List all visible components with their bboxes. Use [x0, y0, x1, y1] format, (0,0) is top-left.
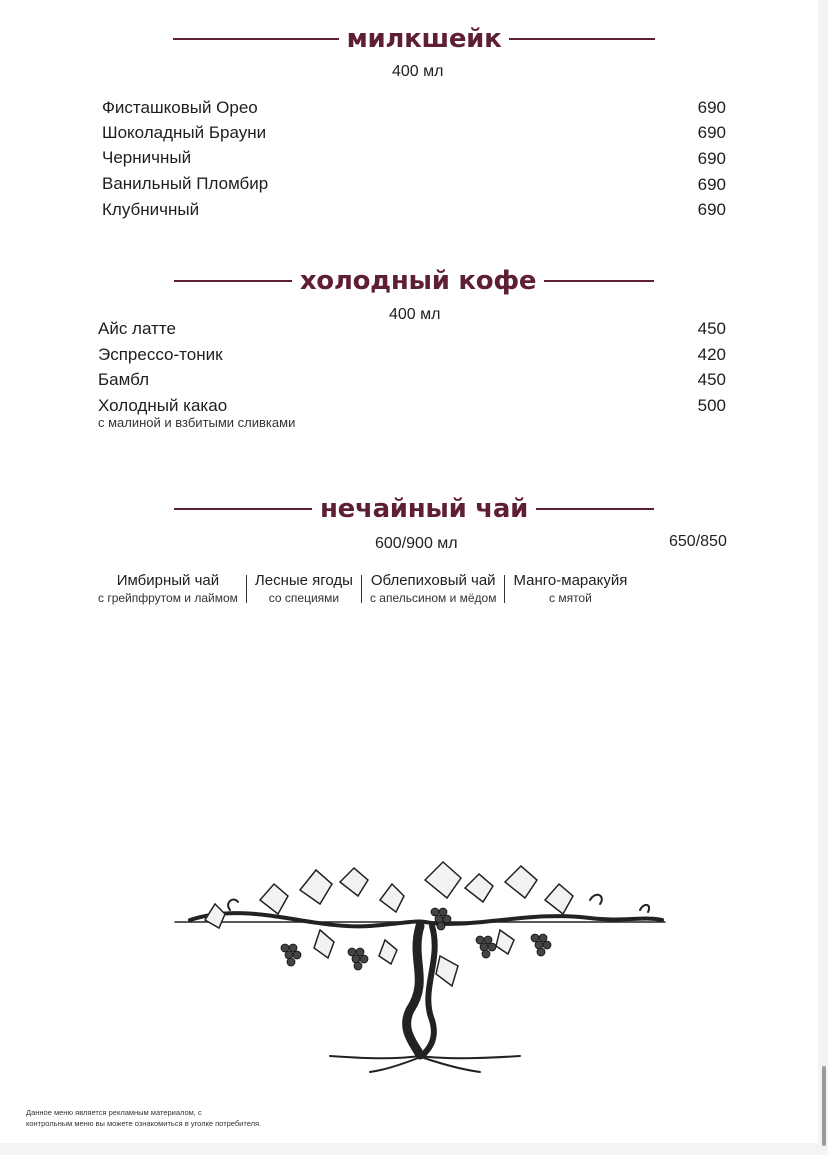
- cold-coffee-volume: 400 мл: [389, 306, 441, 323]
- milkshake-header: [0, 24, 828, 54]
- menu-item-name: Холодный какао: [98, 396, 228, 415]
- menu-item-price: 690: [697, 200, 726, 219]
- menu-item-name: Айс латте: [98, 319, 176, 338]
- tea-item-name: Облепиховый чай: [370, 572, 496, 589]
- title-rule-left: [174, 280, 292, 282]
- milkshake-volume: 400 мл: [392, 63, 444, 80]
- menu-item-note: с малиной и взбитыми сливками: [98, 415, 296, 430]
- menu-item-name: Ванильный Пломбир: [102, 174, 269, 193]
- tea-item: [505, 572, 635, 605]
- disclaimer-line: контрольным меню вы можете ознакомиться в уголке потребителя.: [26, 1119, 262, 1128]
- cold-coffee-header: [0, 266, 828, 296]
- tea-item-desc: с мятой: [548, 591, 592, 605]
- cold-coffee-title: холодный кофе: [299, 266, 537, 296]
- tea-item-name: Манго-маракуйя: [513, 572, 628, 589]
- tea-title: нечайный чай: [320, 494, 528, 524]
- title-rule-right: [544, 280, 654, 282]
- disclaimer: [26, 1107, 326, 1129]
- tea-volume: 600/900 мл: [375, 535, 458, 552]
- title-rule-right: [536, 508, 654, 510]
- menu-item-price: 450: [697, 370, 726, 389]
- menu-item-price: 690: [697, 175, 726, 194]
- menu-item-name: Клубничный: [102, 200, 200, 219]
- menu-item-price: 690: [697, 123, 726, 142]
- menu-item-price: 500: [697, 396, 726, 415]
- menu-item-price: 690: [697, 149, 726, 168]
- tea-item-desc: с апельсином и мёдом: [369, 591, 497, 605]
- title-rule-right: [509, 38, 655, 40]
- milkshake-title: милкшейк: [346, 24, 502, 54]
- tea-item-desc: со специями: [268, 591, 340, 605]
- menu-item-name: Бамбл: [98, 370, 149, 389]
- tea-item: [362, 572, 505, 605]
- menu-item-name: Шоколадный Брауни: [102, 123, 267, 142]
- title-rule-left: [174, 508, 312, 510]
- tea-item: [247, 572, 361, 605]
- tea-price: 650/850: [669, 533, 727, 550]
- menu-item-name: Черничный: [102, 148, 192, 167]
- menu-item-price: 450: [697, 319, 726, 338]
- menu-item-name: Эспрессо-тоник: [98, 345, 223, 364]
- menu-item-price: 420: [697, 345, 726, 364]
- tea-item-desc: с грейпфрутом и лаймом: [98, 591, 238, 605]
- disclaimer-line: Данное меню является рекламным материалом, с: [26, 1108, 202, 1117]
- tea-list: [90, 572, 635, 605]
- tea-item: [90, 572, 246, 605]
- grapevine-illustration: [170, 860, 670, 1080]
- tea-item-name: Имбирный чай: [116, 572, 220, 589]
- tea-item-name: Лесные ягоды: [254, 572, 353, 589]
- menu-item-name: Фисташковый Орео: [102, 98, 258, 117]
- scrollbar-thumb[interactable]: [822, 1066, 826, 1146]
- title-rule-left: [173, 38, 339, 40]
- menu-item-price: 690: [697, 98, 726, 117]
- tea-header: [0, 494, 828, 524]
